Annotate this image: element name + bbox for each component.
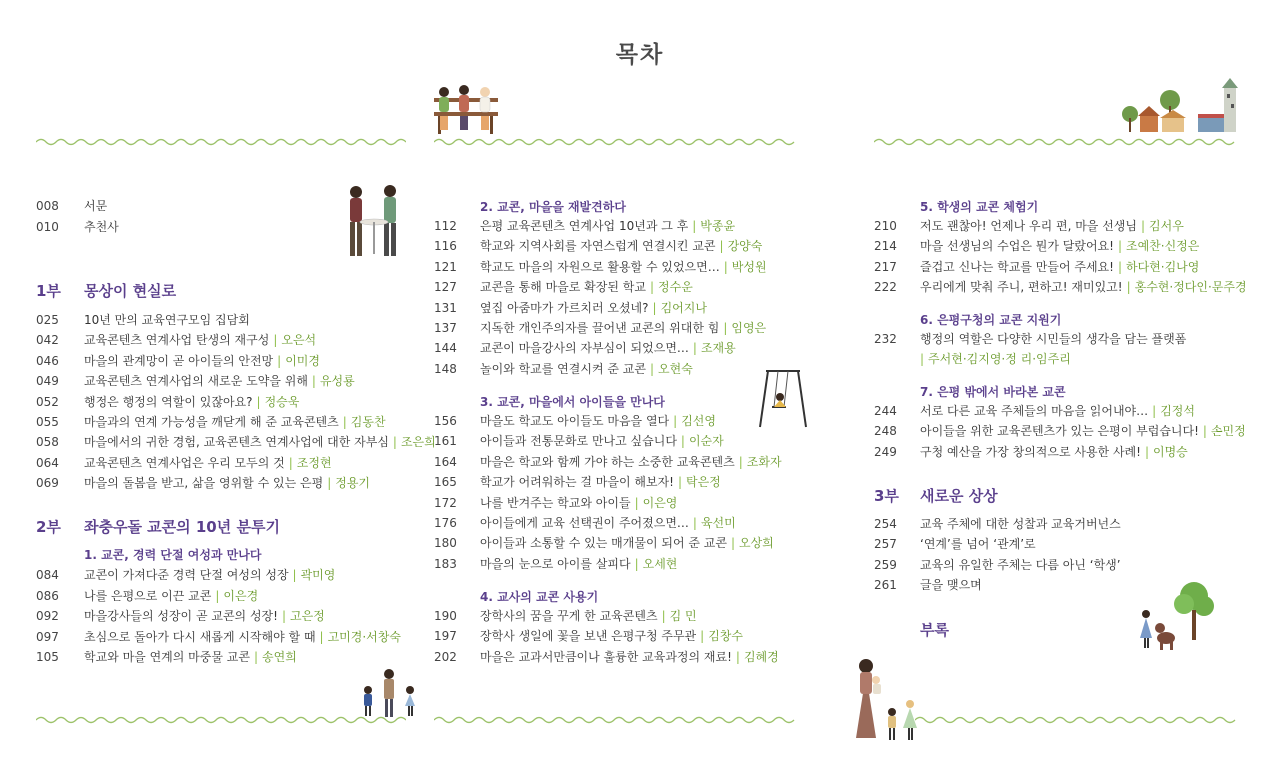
page-number: 092 [36, 609, 59, 623]
entry-title-line [84, 414, 386, 430]
entry-author: 오세현 [642, 556, 678, 571]
entry-author: 주서현·김지영·정 리·임주리 [928, 352, 1071, 366]
entry-title: 장학사의 꿈을 꾸게 한 교육콘텐츠 [480, 609, 658, 623]
toc-entry-continuation [920, 351, 1071, 367]
author-separator: | [719, 239, 724, 254]
author-separator: | [1144, 444, 1149, 459]
entry-author: 조정현 [296, 455, 332, 470]
entry-title: 교육 주체에 대한 성찰과 교육거버넌스 [920, 517, 1121, 531]
page-number: 244 [874, 404, 897, 418]
entry-author: 하다현·김나영 [1126, 259, 1200, 274]
entry-title-line [84, 353, 320, 369]
cafe-table-people-illustration [340, 182, 410, 260]
page-number: 144 [434, 341, 457, 356]
entry-title-line [920, 403, 1195, 419]
entry-title: 놀이와 학교를 연결시켜 준 교콘 [480, 361, 646, 376]
author-separator: | [692, 219, 697, 233]
entry-title: 마을은 교과서만큼이나 훌륭한 교육과정의 재료! [480, 649, 732, 664]
entry-author: 김서우 [1149, 219, 1184, 233]
entry-title: 마을 선생님의 수업은 뭔가 달랐어요! [920, 239, 1114, 254]
entry-author: 고은정 [290, 609, 325, 623]
page-number: 261 [874, 578, 897, 593]
author-separator: | [649, 280, 655, 295]
author-separator: | [273, 333, 278, 348]
entry-title-line [84, 219, 119, 235]
author-separator: | [723, 259, 728, 274]
wave-divider [434, 715, 796, 725]
entry-title-line [480, 433, 724, 449]
entry-author: 오현숙 [658, 361, 693, 376]
part-name: 새로운 상상 [920, 487, 998, 505]
entry-title: 마을은 학교와 함께 가야 하는 소중한 교육콘텐츠 [480, 454, 735, 469]
entry-author: 박성원 [731, 259, 767, 274]
entry-author: 이명승 [1153, 444, 1188, 459]
page-number: 121 [434, 259, 457, 274]
page-number: 180 [434, 536, 457, 551]
section-heading-1[interactable]: 1. 교콘, 경력 단절 여성과 만나다 [84, 548, 262, 562]
section-heading-4[interactable]: 4. 교사의 교콘 사용기 [480, 590, 599, 604]
entry-title-line [920, 444, 1188, 460]
page-number: 156 [434, 414, 457, 428]
page-number: 165 [434, 475, 457, 490]
author-separator: | [327, 476, 332, 491]
part-name: 몽상이 현실로 [84, 282, 177, 300]
part-number: 2부 [36, 518, 61, 536]
entry-author: 김선영 [681, 414, 716, 428]
entry-title: 아이들에게 교육 선택권이 주어졌으면… [480, 516, 689, 530]
page-number: 116 [434, 239, 457, 254]
page-number: 190 [434, 609, 457, 623]
entry-title: 나를 은평으로 이끈 교콘 [84, 588, 212, 603]
wave-divider [874, 137, 1236, 147]
author-separator: | [649, 361, 655, 376]
entry-title: 학교와 지역사회를 자연스럽게 연결시킨 교콘 [480, 239, 716, 254]
page-number: 161 [434, 434, 457, 449]
page-number: 222 [874, 280, 897, 295]
entry-title-line [920, 218, 1184, 234]
entry-author: 정승욱 [264, 394, 300, 409]
entry-title-line [920, 279, 1247, 295]
page-number: 049 [36, 374, 59, 389]
entry-title-line [920, 259, 1199, 275]
wave-divider [915, 715, 1236, 725]
entry-title: 마을도 학교도 아이들도 마음을 열다 [480, 414, 670, 428]
section-heading-6[interactable]: 6. 은평구청의 교콘 지원기 [920, 313, 1062, 327]
entry-author: 김창수 [708, 629, 743, 644]
entry-title: 교육콘텐츠 연계사업은 우리 모두의 것 [84, 455, 285, 470]
author-separator: | [738, 454, 743, 469]
author-separator: | [392, 435, 397, 450]
entry-title: 마을의 눈으로 아이를 살피다 [480, 556, 631, 571]
entry-title-line [920, 577, 982, 593]
appendix-heading[interactable]: 부록 [920, 621, 949, 639]
bench-people-illustration [430, 82, 502, 136]
author-separator: | [215, 588, 220, 603]
entry-author: 박종윤 [700, 219, 736, 233]
entry-title-line [480, 628, 743, 644]
entry-title: 마을강사들의 성장이 곧 교콘의 성장! [84, 609, 278, 623]
entry-author: 이미경 [285, 353, 320, 368]
section-heading-5[interactable]: 5. 학생의 교콘 체험기 [920, 200, 1039, 214]
page-number: 131 [434, 300, 457, 315]
page-number: 254 [874, 517, 897, 531]
entry-title-line [84, 198, 107, 214]
page-number: 069 [36, 476, 59, 491]
author-separator: | [256, 394, 261, 409]
entry-title: 저도 괜찮아! 언제나 우리 편, 마을 선생님 [920, 219, 1137, 233]
author-separator: | [700, 629, 705, 644]
entry-title: 행정의 역할은 다양한 시민들의 생각을 담는 플랫폼 [920, 332, 1187, 346]
entry-author: 강양숙 [727, 239, 763, 254]
entry-title: 우리에게 맞춰 주니, 편하고! 재미있고! [920, 280, 1123, 295]
page-number: 197 [434, 629, 457, 644]
page-title: 목차 [615, 42, 665, 68]
entry-title-line [84, 373, 355, 389]
author-separator: | [673, 414, 678, 428]
entry-title: 옆집 아줌마가 가르치러 오셨네? [480, 300, 649, 315]
wave-divider [36, 137, 406, 147]
entry-title-line [920, 516, 1121, 532]
page-number: 176 [434, 516, 457, 530]
entry-title: 즐겁고 신나는 학교를 만들어 주세요! [920, 259, 1114, 274]
entry-title-line [84, 434, 436, 450]
entry-title: 아이들을 위한 교육콘텐츠가 있는 은평이 부럽습니다! [920, 424, 1199, 439]
entry-title: 추천사 [84, 219, 119, 234]
page-number: 183 [434, 556, 457, 571]
entry-author: 이은경 [223, 588, 259, 603]
entry-title-line [480, 535, 774, 551]
page-number: 025 [36, 313, 59, 327]
entry-title-line [84, 588, 258, 604]
entry-author: 홍수현·정다인·문주경 [1134, 280, 1247, 295]
page-number: 172 [434, 495, 457, 510]
entry-title-line [84, 629, 401, 645]
page-number: 164 [434, 454, 457, 469]
page-number: 010 [36, 219, 59, 234]
village-houses-illustration [1118, 78, 1242, 138]
entry-title-line [920, 423, 1246, 439]
author-separator: | [342, 415, 347, 429]
entry-title-line [480, 556, 677, 572]
page-number: 052 [36, 394, 59, 409]
page-number: 086 [36, 588, 59, 603]
page-number: 055 [36, 415, 59, 429]
entry-title-line [480, 238, 762, 254]
part-number: 1부 [36, 282, 61, 300]
author-separator: | [692, 341, 697, 356]
section-heading-2[interactable]: 2. 교콘, 마을을 재발견하다 [480, 200, 626, 214]
entry-author: 조은희 [400, 435, 436, 450]
author-separator: | [1117, 239, 1122, 254]
entry-author: 유성룡 [319, 374, 355, 389]
entry-author: 조화자 [746, 454, 782, 469]
entry-author: 김어지나 [660, 300, 707, 315]
entry-title-line [480, 218, 735, 234]
entry-title: 은평 교육콘텐츠 연계사업 10년과 그 후 [480, 219, 689, 233]
entry-title-line [84, 608, 325, 624]
entry-title-line [480, 413, 716, 429]
entry-title-line [84, 394, 299, 410]
entry-title: 교육콘텐츠 연계사업 탄생의 재구성 [84, 333, 270, 348]
author-separator: | [634, 495, 639, 510]
entry-author: 이순자 [688, 434, 724, 449]
entry-title: 서문 [84, 199, 108, 213]
page-number: 046 [36, 353, 59, 368]
wave-divider [36, 715, 406, 725]
entry-title: 마을의 돌봄을 받고, 삶을 영위할 수 있는 은평 [84, 476, 324, 491]
entry-title: 교콘이 마을강사의 자부심이 되었으면… [480, 341, 689, 356]
author-separator: | [1202, 424, 1207, 439]
entry-author: 곽미영 [300, 568, 336, 582]
family-walking-illustration [356, 664, 422, 720]
author-separator: | [1152, 404, 1157, 418]
page-number: 202 [434, 649, 457, 664]
page-number: 097 [36, 629, 59, 644]
entry-title: 글을 맺으며 [920, 578, 982, 593]
page-number: 064 [36, 455, 59, 470]
entry-title: 학교가 어려워하는 걸 마을이 해보자! [480, 475, 674, 490]
entry-title: 학교도 마을의 자원으로 활용할 수 있었으면… [480, 259, 720, 274]
page-number: 127 [434, 280, 457, 295]
mother-children-illustration [848, 658, 922, 746]
entry-title: 아이들과 전통문화로 만나고 싶습니다 [480, 434, 677, 449]
entry-title-line [920, 238, 1199, 254]
entry-title: 학교와 마을 연계의 마중물 교콘 [84, 650, 250, 664]
entry-author: 김 민 [669, 609, 697, 623]
author-separator: | [1141, 219, 1146, 233]
page-number: 008 [36, 199, 59, 213]
author-separator: | [319, 629, 324, 644]
entry-title-line [84, 312, 250, 328]
page-number: 137 [434, 321, 457, 335]
entry-title-line [920, 557, 1121, 573]
author-separator: | [281, 609, 286, 623]
entry-title: 마을과의 연계 가능성을 깨닫게 해 준 교육콘텐츠 [84, 415, 339, 429]
entry-author: 조재용 [700, 341, 736, 356]
page-number: 257 [874, 537, 897, 552]
entry-author: 육선미 [700, 516, 736, 530]
page-number: 249 [874, 444, 897, 459]
entry-author: 조예찬·신정은 [1126, 239, 1200, 254]
page-number: 232 [874, 332, 897, 346]
entry-title-line [920, 331, 1186, 347]
entry-title-line [480, 320, 766, 336]
author-separator: | [661, 609, 666, 623]
entry-title: 행정은 행정의 역할이 있잖아요? [84, 394, 253, 409]
entry-title-line [480, 515, 736, 531]
page-number: 105 [36, 650, 59, 664]
entry-author: 김동찬 [350, 415, 386, 429]
entry-title-line [84, 649, 297, 665]
entry-title: 교육의 유일한 주체는 다름 아닌 ‘학생’ [920, 557, 1121, 572]
part-name: 좌충우돌 교콘의 10년 분투기 [84, 518, 280, 536]
swing-child-illustration [756, 367, 810, 429]
author-separator: | [277, 353, 282, 368]
entry-title-line [480, 495, 677, 511]
section-heading-7[interactable]: 7. 은평 밖에서 바라본 교콘 [920, 385, 1066, 399]
author-separator: | [723, 321, 728, 335]
page-number: 214 [874, 239, 897, 254]
page-number: 084 [36, 568, 59, 582]
entry-author: 정수운 [658, 280, 693, 295]
entry-title: ‘연계’를 넘어 ‘관계’로 [920, 537, 1036, 552]
page-number: 148 [434, 361, 457, 376]
author-separator: | [253, 650, 259, 664]
author-separator: | [311, 374, 316, 389]
entry-title-line [84, 455, 332, 471]
entry-title-line [480, 649, 779, 665]
entry-title: 교콘을 통해 마을로 확장된 학교 [480, 280, 646, 295]
author-separator: | [920, 352, 925, 366]
author-separator: | [692, 516, 697, 530]
entry-title: 나를 반겨주는 학교와 아이들 [480, 495, 631, 510]
page-number: 248 [874, 424, 897, 439]
entry-title-line [480, 259, 767, 275]
author-separator: | [1126, 280, 1131, 295]
entry-title-line [920, 536, 1036, 552]
wave-divider [434, 137, 796, 147]
entry-title: 마을의 관계망이 곧 아이들의 안전망 [84, 353, 274, 368]
part-number: 3부 [874, 487, 899, 505]
author-separator: | [1117, 259, 1122, 274]
page-number: 210 [874, 219, 897, 233]
entry-title-line [84, 475, 370, 491]
entry-author: 임영은 [731, 321, 767, 335]
entry-author: 정용기 [335, 476, 371, 491]
entry-author: 손민정 [1210, 424, 1246, 439]
entry-title-line [480, 361, 693, 377]
author-separator: | [735, 649, 740, 664]
entry-title: 구청 예산을 가장 창의적으로 사용한 사례! [920, 444, 1141, 459]
entry-title: 지독한 개인주의자를 끌어낸 교콘의 위대한 힘 [480, 321, 720, 335]
entry-title: 서로 다른 교육 주체들의 마음을 읽어내야… [920, 404, 1149, 418]
entry-title-line [480, 474, 721, 490]
entry-author: 이은영 [642, 495, 678, 510]
section-heading-3[interactable]: 3. 교콘, 마을에서 아이들을 만나다 [480, 395, 665, 409]
author-separator: | [652, 300, 657, 315]
page-number: 112 [434, 219, 457, 233]
author-separator: | [680, 434, 685, 449]
entry-title: 10년 만의 교육연구모임 집담회 [84, 313, 250, 327]
page-number: 042 [36, 333, 59, 348]
page-number: 058 [36, 435, 59, 450]
entry-title-line [480, 608, 697, 624]
entry-title-line [480, 340, 736, 356]
entry-title-line [84, 332, 316, 348]
entry-title: 교콘이 가져다준 경력 단절 여성의 성장 [84, 568, 289, 582]
author-separator: | [730, 536, 735, 551]
entry-author: 오상희 [739, 536, 774, 551]
entry-title-line [480, 279, 693, 295]
entry-author: 김혜경 [743, 649, 779, 664]
entry-title-line [84, 567, 335, 583]
entry-title-line [480, 300, 707, 316]
page-number: 259 [874, 557, 897, 572]
entry-author: 탁은정 [686, 475, 721, 490]
entry-author: 김정석 [1160, 404, 1195, 418]
entry-title: 마을에서의 귀한 경험, 교육콘텐츠 연계사업에 대한 자부심 [84, 435, 389, 450]
author-separator: | [288, 455, 293, 470]
author-separator: | [292, 568, 297, 582]
page-number: 217 [874, 259, 897, 274]
author-separator: | [634, 556, 639, 571]
entry-author: 고미경·서창숙 [327, 629, 401, 644]
entry-title-line [480, 454, 782, 470]
entry-author: 송연희 [262, 650, 297, 664]
entry-title: 초심으로 돌아가 다시 새롭게 시작해야 할 때 [84, 629, 316, 644]
author-separator: | [677, 475, 682, 490]
tree-dog-girl-illustration [1134, 574, 1224, 656]
entry-title: 장학사 생일에 꽃을 보낸 은평구청 주무관 [480, 629, 697, 644]
entry-title: 교육콘텐츠 연계사업의 새로운 도약을 위해 [84, 374, 308, 389]
entry-author: 오은석 [281, 333, 317, 348]
entry-title: 아이들과 소통할 수 있는 매개물이 되어 준 교콘 [480, 536, 727, 551]
